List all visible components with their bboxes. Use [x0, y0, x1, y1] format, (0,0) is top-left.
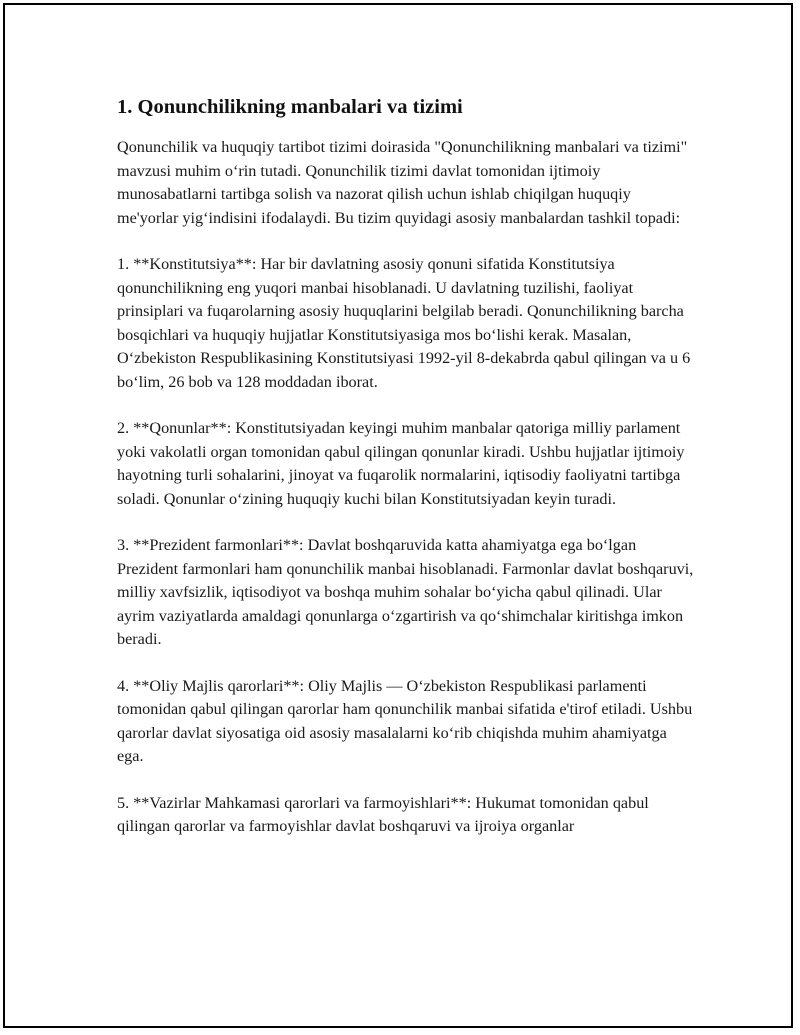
document-body	[117, 94, 695, 862]
paragraph-intro: Qonunchilik va huquqiy tartibot tizimi doirasida "Qonunchilikning manbalari va tizimi" mavzusi muhim o‘rin tutadi. Qonunchilik tizimi davlat tomonidan ijtimoiy munosabatlarni tartibga solish va nazorat qilish uchun ishlab chiqilgan huquqiy me'yorlar yig‘indisini ifodalaydi. Bu tizim quyidagi asosiy manbalardan tashkil topadi:	[117, 138, 688, 227]
paragraph-vazirlar-mahkamasi: 5. **Vazirlar Mahkamasi qarorlari va farmoyishlari**: Hukumat tomonidan qabul qilingan qarorlar va farmoyishlar davlat boshqaruvi va ijroiya organlar	[117, 793, 649, 835]
paragraph-oliy-majlis-qarorlari: 4. **Oliy Majlis qarorlari**: Oliy Majlis — O‘zbekiston Respublikasi parlamenti tomonidan qabul qilingan qarorlar ham qonunchilik manbai sifatida e'tirof etiladi. Ushbu qarorlar davlat siyosatiga oid asosiy masalalarni ko‘rib chiqishda muhim ahamiyatga ega.	[117, 676, 693, 765]
document-title: 1. Qonunchilikning manbalari va tizimi	[117, 96, 463, 118]
paragraph-konstitutsiya: 1. **Konstitutsiya**: Har bir davlatning asosiy qonuni sifatida Konstitutsiya qonunchilikning eng yuqori manbai hisoblanadi. U davlatning tuzilishi, faoliyat prinsiplari va fuqarolarning asosiy huquqlarini belgilab beradi. Qonunchilikning barcha bosqichlari va huquqiy hujjatlar Konstitutsiyasiga mos bo‘lishi kerak. Masalan, O‘zbekiston Respublikasining Konstitutsiyasi 1992-yil 8-dekabrda qabul qilingan va u 6 bo‘lim, 26 bob va 128 moddadan iborat.	[117, 255, 691, 391]
paragraph-qonunlar: 2. **Qonunlar**: Konstitutsiyadan keyingi muhim manbalar qatoriga milliy parlament yoki vakolatli organ tomonidan qabul qilingan qonunlar kiradi. Ushbu hujjatlar ijtimoiy hayotning turli sohalarini, jinoyat va fuqarolik normalarini, iqtisodiy faoliyatni tartibga soladi. Qonunlar o‘zining huquqiy kuchi bilan Konstitutsiyadan keyin turadi.	[117, 419, 685, 508]
paragraph-prezident-farmonlari: 3. **Prezident farmonlari**: Davlat boshqaruvida katta ahamiyatga ega bo‘lgan Prezident farmonlari ham qonunchilik manbai hisoblanadi. Farmonlar davlat boshqaruvi, milliy xavfsizlik, iqtisodiyot va boshqa muhim sohalar bo‘yicha qabul qilinadi. Ular ayrim vaziyatlarda amaldagi qonunlarga o‘zgartirish va qo‘shimchalar kiritishga imkon beradi.	[117, 536, 694, 648]
